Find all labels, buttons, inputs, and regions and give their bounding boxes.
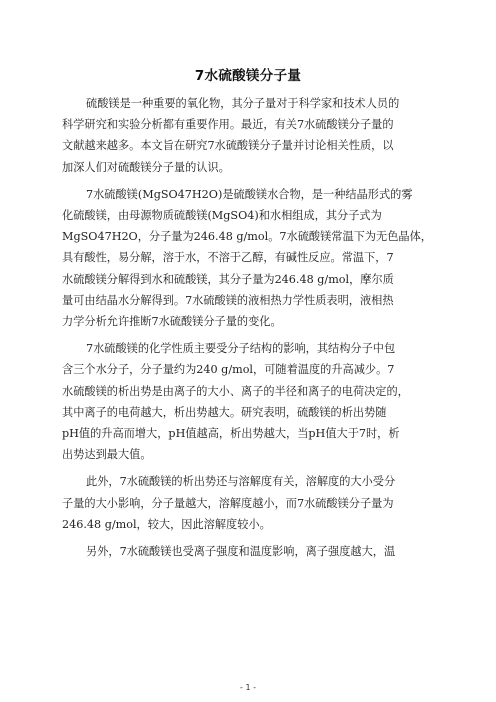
text-line: 含三个水分子，分子量约为240 g/mol，可随着温度的升高减少。7 (62, 363, 395, 377)
paragraph-1 (62, 93, 440, 178)
text-line: pH值的升高而增大，pH值越高，析出势越大，当pH值大于7时，析 (62, 427, 400, 441)
text-line: 水硫酸镁的析出势是由离子的大小、离子的半径和离子的电荷决定的， (62, 384, 409, 398)
text-line: 7水硫酸镁的化学性质主要受分子结构的影响，其结构分子中包 (86, 342, 396, 356)
text-line: 此外，7水硫酸镁的析出势还与溶解度有关，溶解度的大小受分 (86, 475, 396, 489)
document-body (62, 93, 440, 568)
text-line: 力学分析允许推断7水硫酸镁分子量的变化。 (62, 315, 282, 329)
text-line: 水硫酸镁分解得到水和硫酸镁，其分子量为246.48 g/mol，摩尔质 (62, 272, 394, 286)
text-line: 246.48 g/mol，较大，因此溶解度较小。 (62, 517, 271, 531)
text-line: 7水硫酸镁(MgSO47H2O)是硫酸镁水合物，是一种结晶形式的雾 (86, 187, 413, 201)
paragraph-5 (62, 541, 440, 562)
text-line: 加深人们对硫酸镁分子量的认识。 (62, 160, 230, 174)
text-line: 其中离子的电荷越大，析出势越大。研究表明，硫酸镁的析出势随 (62, 405, 387, 419)
text-line: 子量的大小影响，分子量越大，溶解度越小，而7水硫酸镁分子量为 (62, 496, 394, 510)
page-number: - 1 - (240, 683, 256, 692)
paragraph-3 (62, 338, 440, 465)
text-line: MgSO47H2O，分子量为246.48 g/mol。7水硫酸镁常温下为无色晶体， (62, 230, 432, 244)
paragraph-2 (62, 184, 440, 332)
text-line: 硫酸镁是一种重要的氧化物，其分子量对于科学家和技术人员的 (86, 97, 400, 110)
text-line: 化硫酸镁，由母源物质硫酸镁(MgSO4)和水相组成，其分子式为 (62, 209, 382, 223)
text-line: 量可由结晶水分解得到。7水硫酸镁的液相热力学性质表明，液相热 (62, 293, 394, 307)
paragraph-4 (62, 471, 440, 535)
document-title: 7水硫酸镁分子量 (194, 68, 302, 84)
text-line: 具有酸性，易分解，溶于水，不溶于乙醇，有碱性反应。常温下，7 (62, 251, 394, 265)
text-line: 科学研究和实验分析都有重要作用。最近，有关7水硫酸镁分子量的 (62, 118, 394, 132)
text-line: 另外，7水硫酸镁也受离子强度和温度影响，离子强度越大，温 (86, 545, 396, 559)
text-line: 出势达到最大值。 (62, 448, 152, 462)
text-line: 文献越来越多。本文旨在研究7水硫酸镁分子量并讨论相关性质，以 (62, 139, 394, 153)
